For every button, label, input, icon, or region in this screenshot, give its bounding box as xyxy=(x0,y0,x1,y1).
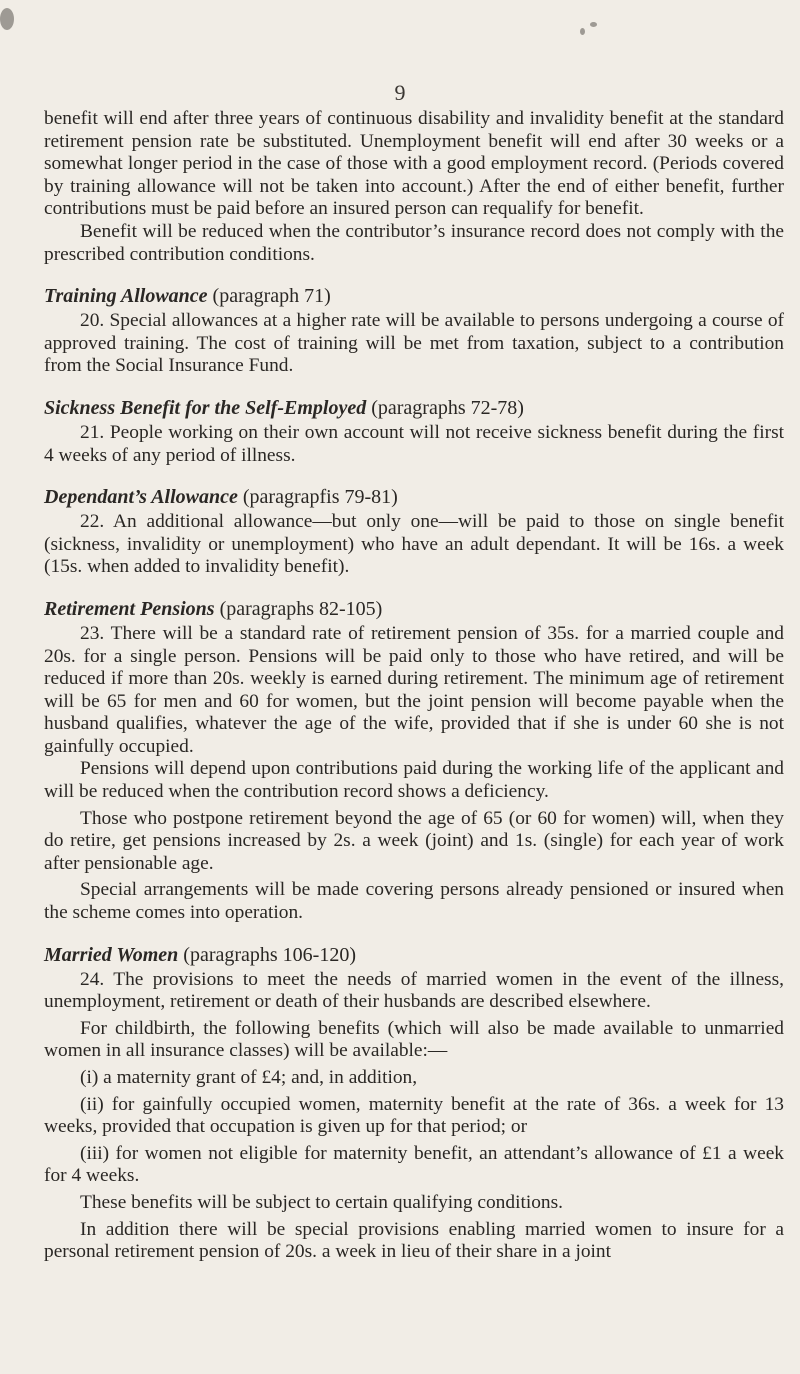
paragraph: Pensions will depend upon contributions paid during the working life of the applicant and will be reduced when the contribution record shows a deficiency. xyxy=(44,758,784,803)
paragraph: 23. There will be a standard rate of retirement pension of 35s. for a married couple and 20s. for a single person. Pensions will be paid only to those who have retired, and will be reduced if more than 20s. weekly is earned during retirement. The minimum age of retirement will be 65 for men and 60 for women, but the joint pension will become payable when the husband qualifies, whatever the age of the wife, provided that if she is under 60 she is not gainfully occupied. xyxy=(44,622,784,757)
document-body xyxy=(44,108,784,1264)
list-item: (i) a maternity grant of £4; and, in addition, xyxy=(80,1067,418,1088)
paragraph: 20. Special allowances at a higher rate will be available to persons undergoing a course of approved training. The cost of training will be met from taxation, subject to a contribution from the Social Insurance Fund. xyxy=(44,310,784,377)
section-title: Retirement Pensions xyxy=(44,597,215,620)
benefit-list xyxy=(44,1067,784,1188)
section-reference: (paragraphs 106-120) xyxy=(183,943,356,966)
section-heading-training xyxy=(44,282,784,310)
section-heading-married xyxy=(44,941,784,969)
section-reference: (paragraphs 72-78) xyxy=(371,396,524,419)
section-title: Dependant’s Allowance xyxy=(44,486,238,509)
ink-blot xyxy=(590,22,597,27)
list-item: (iii) for women not eligible for maternity benefit, an attendant’s allowance of £1 a week for 4 weeks. xyxy=(44,1142,784,1187)
paragraph: For childbirth, the following benefits (which will also be made available to unmarried women in all insurance classes) will be available:— xyxy=(44,1017,784,1062)
paragraph: Special arrangements will be made covering persons already pensioned or insured when the scheme comes into operation. xyxy=(44,879,784,924)
section-title: Married Women xyxy=(44,943,179,966)
intro-paragraph: benefit will end after three years of continuous disability and invalidity benefit at the standard retirement pension rate be substituted. Unemployment benefit will end after 30 weeks or a somewhat longer period in the case of those with a good employment record. (Periods covered by training allowance will not be taken into account.) After the end of either benefit, further contributions must be paid before an insured person can requalify for benefit. xyxy=(44,108,784,220)
section-reference: (paragraphs 82-105) xyxy=(219,597,383,620)
page-number: 9 xyxy=(394,80,406,105)
intro-paragraph: Benefit will be reduced when the contributor’s insurance record does not comply with the prescribed contribution conditions. xyxy=(44,220,784,265)
section-heading-retirement xyxy=(44,595,784,623)
paragraph: In addition there will be special provisions enabling married women to insure for a personal retirement pension of 20s. a week in lieu of their share in a joint xyxy=(44,1218,784,1263)
paragraph: 24. The provisions to meet the needs of married women in the event of the illness, unemployment, retirement or death of their husbands are described elsewhere. xyxy=(44,968,784,1013)
ink-blot xyxy=(580,28,585,35)
section-reference: (paragrapfis 79-81) xyxy=(242,486,398,509)
section-heading-sickness xyxy=(44,394,784,422)
section-heading-dependant xyxy=(44,483,784,511)
section-title: Training Allowance xyxy=(44,285,208,308)
list-item: (ii) for gainfully occupied women, maternity benefit at the rate of 36s. a week for 13 weeks, provided that occupation is given up for that period; or xyxy=(44,1093,784,1138)
ink-blot xyxy=(0,8,14,30)
paragraph: These benefits will be subject to certain qualifying conditions. xyxy=(80,1191,564,1213)
section-title: Sickness Benefit for the Self-Employed xyxy=(44,396,367,419)
paragraph: Those who postpone retirement beyond the age of 65 (or 60 for women) will, when they do retire, get pensions increased by 2s. a week (joint) and 1s. (single) for each year of work after pensionable age. xyxy=(44,807,784,874)
paragraph: 21. People working on their own account will not receive sickness benefit during the first 4 weeks of any period of illness. xyxy=(44,421,784,466)
paragraph: 22. An additional allowance—but only one—will be paid to those on single benefit (sickness, invalidity or unemployment) who have an adult dependant. It will be 16s. a week (15s. when added to invalidity benefit). xyxy=(44,511,784,578)
section-reference: (paragraph 71) xyxy=(212,285,331,308)
